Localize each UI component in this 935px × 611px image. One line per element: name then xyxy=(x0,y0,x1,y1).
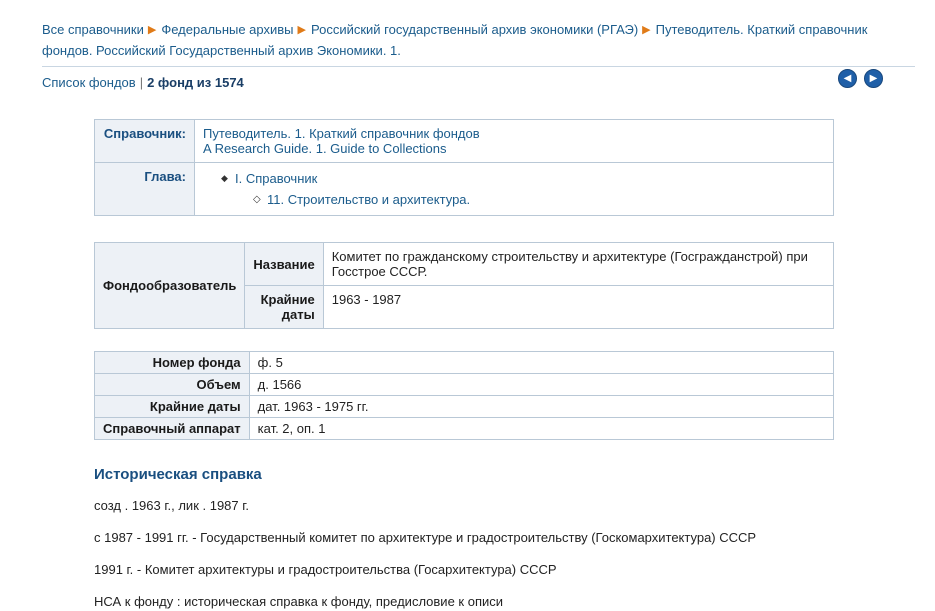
chapter-label: Глава: xyxy=(95,163,195,216)
founder-dates-label: Крайние даты xyxy=(245,286,323,329)
guide-title-en: A Research Guide. 1. Guide to Collections xyxy=(203,141,447,156)
table-row xyxy=(95,418,834,440)
founder-name-label: Название xyxy=(245,243,323,286)
guide-title-ru: Путеводитель. 1. Краткий справочник фондов xyxy=(203,126,480,141)
guide-label: Справочник: xyxy=(95,120,195,163)
previous-record-icon[interactable]: ◀ xyxy=(838,69,857,88)
founder-name-value: Комитет по гражданскому строительству и архитектуре (Госгражданстрой) при Госстрое СССР. xyxy=(323,243,833,286)
property-value: ф. 5 xyxy=(249,352,833,374)
record-navigation xyxy=(838,69,883,88)
chapter-list xyxy=(203,169,825,209)
historical-note-paragraph: 1991 г. - Комитет архитектуры и градостроительства (Госархитектура) СССР xyxy=(94,562,557,577)
subheader xyxy=(0,67,935,97)
guide-row xyxy=(95,120,834,163)
founder-dates-value: 1963 - 1987 xyxy=(323,286,833,329)
founder-row-label: Фондообразователь xyxy=(95,243,245,329)
fund-list-link[interactable]: Список фондов xyxy=(42,75,136,90)
property-key: Номер фонда xyxy=(95,352,250,374)
property-value: дат. 1963 - 1975 гг. xyxy=(249,396,833,418)
fund-properties-table xyxy=(94,351,834,440)
property-key: Справочный аппарат xyxy=(95,418,250,440)
property-value: д. 1566 xyxy=(249,374,833,396)
breadcrumb xyxy=(0,0,935,60)
table-row xyxy=(95,352,834,374)
breadcrumb-arrow-icon: ▶ xyxy=(642,24,651,36)
historical-note-section xyxy=(94,466,854,611)
next-record-icon[interactable]: ▶ xyxy=(864,69,883,88)
founder-table xyxy=(94,242,834,329)
historical-note-paragraph: с 1987 - 1991 гг. - Государственный комитет по архитектуре и градостроительству (Госкомархитектура) СССР xyxy=(94,530,757,545)
table-row xyxy=(95,374,834,396)
property-key: Крайние даты xyxy=(95,396,250,418)
table-row xyxy=(95,396,834,418)
historical-note-title: Историческая справка xyxy=(94,466,262,483)
historical-note-paragraph: созд . 1963 г., лик . 1987 г. xyxy=(94,498,250,513)
breadcrumb-arrow-icon: ▶ xyxy=(147,24,157,36)
property-value: кат. 2, оп. 1 xyxy=(249,418,833,440)
breadcrumb-item-0[interactable]: Все справочники xyxy=(42,22,144,37)
property-key: Объем xyxy=(95,374,250,396)
breadcrumb-item-2[interactable]: Российский государственный архив экономики (РГАЭ) xyxy=(310,22,639,37)
chapter-link-1[interactable]: I. Справочник xyxy=(235,171,318,186)
breadcrumb-arrow-icon: ▶ xyxy=(297,24,306,36)
breadcrumb-item-1[interactable]: Федеральные архивы xyxy=(161,22,294,37)
chapter-sublist-item xyxy=(253,190,825,209)
founder-name-row xyxy=(95,243,834,286)
chapter-list-item xyxy=(221,169,825,209)
historical-note-paragraph: НСА к фонду : историческая справка к фонду, предисловие к описи xyxy=(94,594,504,609)
guide-info-table xyxy=(94,119,834,216)
subheader-divider: | xyxy=(139,75,144,90)
chapter-value xyxy=(195,163,834,216)
fund-counter: 2 фонд из 1574 xyxy=(147,75,244,90)
chapter-row xyxy=(95,163,834,216)
chapter-link-1-1[interactable]: 11. Строительство и архитектура. xyxy=(267,192,471,207)
guide-value xyxy=(195,120,834,163)
chapter-sublist xyxy=(235,190,825,209)
breadcrumb-item-3: Путеводитель. Краткий справочник фондов. Российский Государственный архив Экономики. 1. xyxy=(42,22,868,58)
